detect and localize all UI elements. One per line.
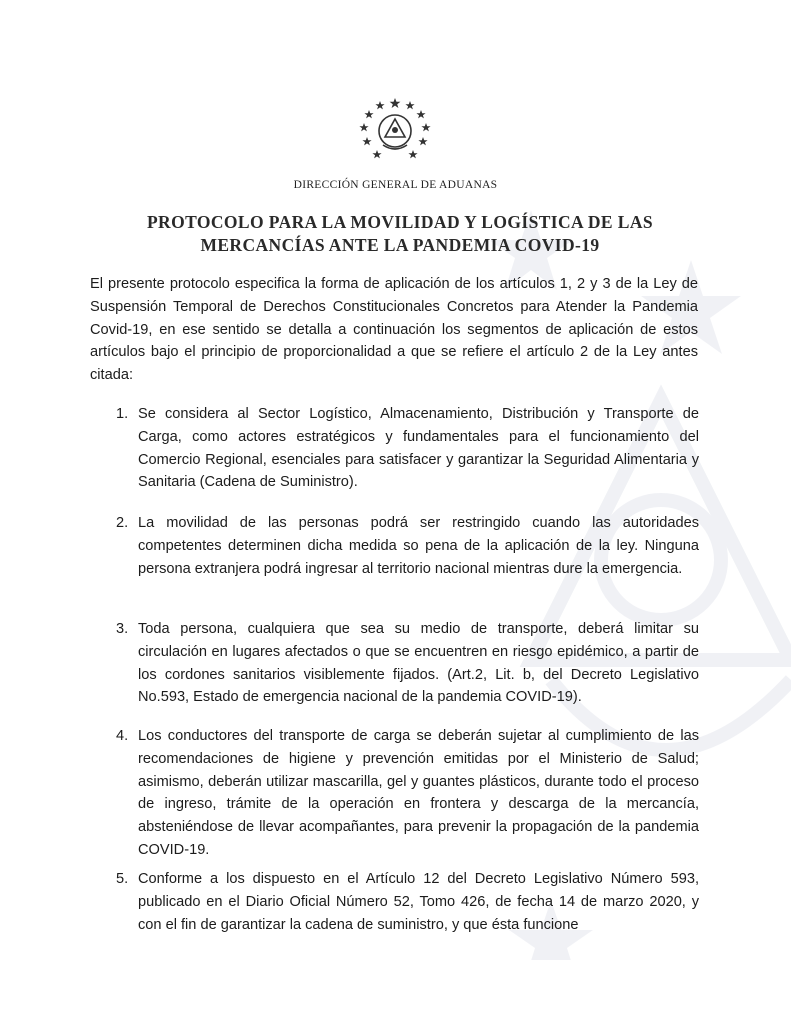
list-item-number: 4. xyxy=(116,728,129,744)
list-item-number: 3. xyxy=(116,621,129,637)
document-title xyxy=(80,211,720,257)
title-line-2: MERCANCÍAS ANTE LA PANDEMIA COVID-19 xyxy=(200,235,600,255)
list-item xyxy=(118,618,699,709)
list-item-number: 2. xyxy=(116,515,129,531)
list-item-text: Los conductores del transporte de carga se deberán sujetar al cumplimiento de las recomendaciones de higiene y prevención emitidas por el Ministerio de Salud; asimismo, deberán utilizar mascarilla, gel y guantes plásticos, durante todo el proceso de ingreso, trámite de la operación en frontera y descarga de la mercancía, absteniéndose de llevar acompañantes, para prevenir la propagación de la pandemia COVID-19. xyxy=(138,728,699,858)
list-item-text: La movilidad de las personas podrá ser restringido cuando las autoridades competentes determinen dicha medida so pena de la aplicación de la ley. Ninguna persona extranjera podrá ingresar al territorio nacional mientras dure la emergencia. xyxy=(138,515,699,577)
agency-name: DIRECCIÓN GENERAL DE ADUANAS xyxy=(293,179,498,191)
list-item xyxy=(118,403,699,494)
intro-paragraph: El presente protocolo especifica la forma de aplicación de los artículos 1, 2 y 3 de la Ley de Suspensión Temporal de Derechos Constitucionales Concretos para Atender la Pandemia Covid-19, en ese sentido se detalla a continuación los segmentos de aplicación de estos artículos bajo el principio de proporcionalidad a que se refiere el artículo 2 de la Ley antes citada: xyxy=(90,276,698,384)
coat-of-arms-icon xyxy=(350,95,440,167)
list-item-text: Se considera al Sector Logístico, Almacenamiento, Distribución y Transporte de Carga, como actores estratégicos y fundamentales para el funcionamiento del Comercio Regional, esenciales para satisfacer y garantizar la Seguridad Alimentaria y Sanitaria (Cadena de Suministro). xyxy=(138,406,699,491)
list-item xyxy=(118,512,699,580)
title-line-1: PROTOCOLO PARA LA MOVILIDAD Y LOGÍSTICA DE LAS xyxy=(146,212,654,232)
list-item-text: Conforme a los dispuesto en el Artículo 12 del Decreto Legislativo Número 593, publicado en el Diario Oficial Número 52, Tomo 426, de fecha 14 de marzo 2020, y con el fin de garantizar la cadena de suministro, y que ésta funcione xyxy=(138,871,699,933)
list-item-number: 5. xyxy=(116,871,129,887)
list-item xyxy=(118,868,699,936)
list-item-number: 1. xyxy=(116,406,129,422)
list-item-text: Toda persona, cualquiera que sea su medio de transporte, deberá limitar su circulación en lugares afectados o que se encuentren en riesgo epidémico, a partir de los cordones sanitarios visiblemente fijados. (Art.2, Lit. b, del Decreto Legislativo No.593, Estado de emergencia nacional de la pandemia COVID-19). xyxy=(138,621,699,706)
list-item xyxy=(118,725,699,862)
